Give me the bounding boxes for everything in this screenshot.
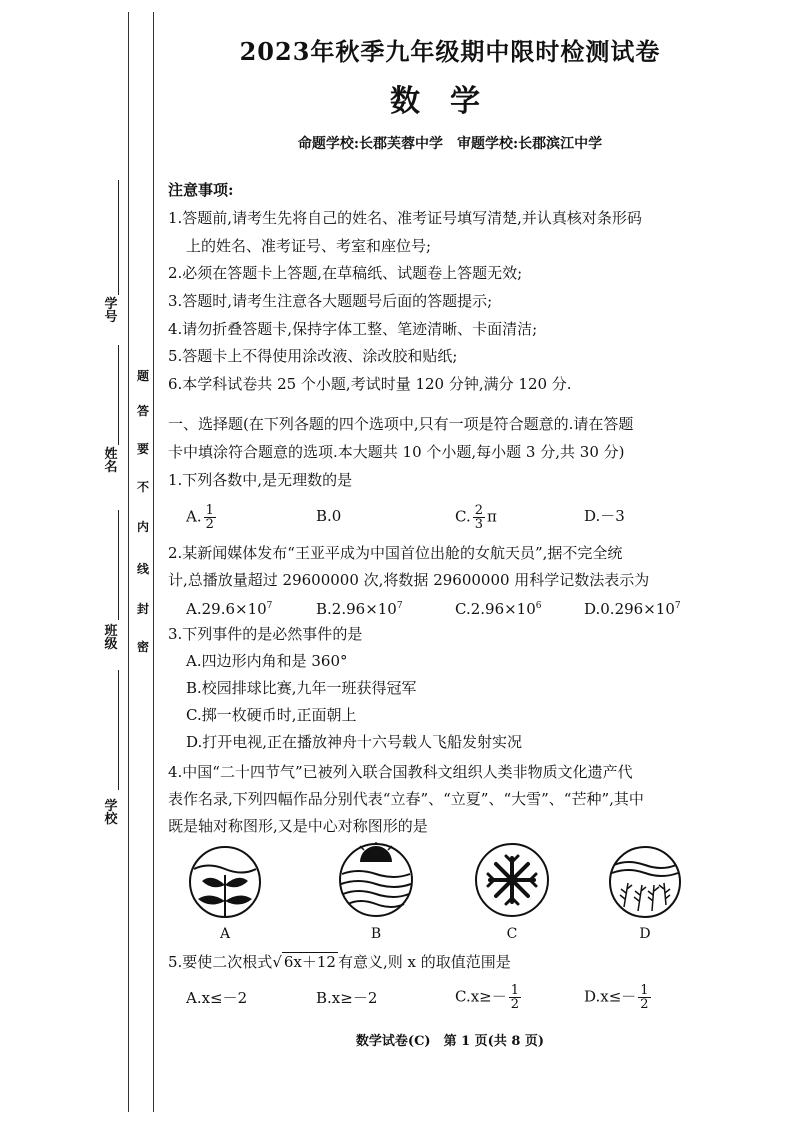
option-text: B.2.96×10 xyxy=(316,600,397,618)
numerator: 2 xyxy=(474,503,483,518)
field-class-label: 班 级 xyxy=(104,624,131,652)
exponent: 7 xyxy=(674,601,681,611)
numerator: 1 xyxy=(510,983,520,998)
seal-char: 内 xyxy=(136,520,149,534)
q4-stem: 4.中国“二十四节气”已被列入联合国教科文组织人类非物质文化遗产代 xyxy=(168,763,633,781)
notice-item: 4.请勿折叠答题卡,保持字体工整、笔迹清晰、卡面清洁; xyxy=(168,320,538,338)
option-letter: A. xyxy=(186,507,202,526)
figure-label: C xyxy=(506,926,518,942)
seal-char: 线 xyxy=(136,562,149,576)
q5-option-d[interactable] xyxy=(584,984,653,1011)
option-text: C.x≥－ xyxy=(455,987,507,1006)
seal-char: 题 xyxy=(136,369,149,383)
radicand: 6x＋12 xyxy=(283,953,336,971)
q2-stem: 2.某新闻媒体发布“王亚平成为中国首位出舱的女航天员”,据不完全统 xyxy=(168,544,623,562)
q5-option-c[interactable] xyxy=(455,984,523,1011)
q2-stem: 计,总播放量超过 29600000 次,将数据 29600000 用科学记数法表示为 xyxy=(168,571,650,589)
pi-symbol: π xyxy=(487,507,497,526)
notice-item: 5.答题卡上不得使用涂改液、涂改胶和贴纸; xyxy=(168,347,458,365)
q1-option-b[interactable]: B.0 xyxy=(316,507,342,525)
notice-item: 2.必须在答题卡上答题,在草稿纸、试题卷上答题无效; xyxy=(168,264,523,282)
figure-a-spring-sprout[interactable] xyxy=(188,845,262,919)
exam-subject: 数学 xyxy=(390,84,510,119)
exponent: 7 xyxy=(396,601,403,611)
numerator: 1 xyxy=(640,983,649,998)
seal-char: 不 xyxy=(136,480,149,494)
option-text: C.2.96×10 xyxy=(455,600,536,618)
q4-stem: 表作名录,下列四幅作品分别代表“立春”、“立夏”、“大雪”、“芒种”,其中 xyxy=(168,790,644,808)
q3-stem: 3.下列事件的是必然事件的是 xyxy=(168,625,363,643)
q1-option-a[interactable] xyxy=(186,504,218,531)
field-school-label: 学 校 xyxy=(104,799,131,827)
exam-schools: 命题学校:长郡芙蓉中学 审题学校:长郡滨江中学 xyxy=(297,136,603,152)
exam-title: 2023年秋季九年级期中限时检测试卷 xyxy=(239,37,661,66)
figure-b-summer-sun[interactable] xyxy=(338,842,414,918)
fraction xyxy=(473,504,485,531)
figure-d-grain-ears[interactable] xyxy=(608,845,682,919)
q2-option-d[interactable] xyxy=(584,596,681,619)
q3-option-b[interactable]: B.校园排球比赛,九年一班获得冠军 xyxy=(186,679,417,697)
q2-option-b[interactable] xyxy=(316,596,403,619)
q5-option-b[interactable]: B.x≥－2 xyxy=(316,989,378,1007)
notice-heading: 注意事项: xyxy=(168,181,234,199)
page-footer: 数学试卷(C) 第 1 页(共 8 页) xyxy=(355,1034,545,1049)
class-blank-line[interactable] xyxy=(118,510,119,620)
q3-option-d[interactable]: D.打开电视,正在播放神舟十六号载人飞船发射实况 xyxy=(186,733,523,751)
figure-label: B xyxy=(370,926,382,942)
q3-option-c[interactable]: C.掷一枚硬币时,正面朝上 xyxy=(186,706,357,724)
id-blank-line[interactable] xyxy=(118,180,119,295)
q3-option-a[interactable]: A.四边形内角和是 360° xyxy=(186,652,348,670)
name-blank-line[interactable] xyxy=(118,345,119,445)
seal-char: 答 xyxy=(136,404,149,418)
field-id-label: 学 号 xyxy=(104,297,131,325)
q2-option-a[interactable] xyxy=(186,596,272,619)
binding-line-inner xyxy=(153,12,154,1112)
denominator: 2 xyxy=(205,517,214,532)
figure-label: D xyxy=(639,926,651,942)
denominator: 2 xyxy=(510,997,520,1012)
section-instructions: 一、选择题(在下列各题的四个选项中,只有一项是符合题意的.请在答题 xyxy=(168,415,634,433)
binding-line-outer xyxy=(128,12,129,1112)
exponent: 7 xyxy=(266,601,273,611)
seal-char: 要 xyxy=(136,442,149,456)
numerator: 1 xyxy=(205,503,214,518)
fraction xyxy=(509,984,521,1011)
notice-item: 1.答题前,请考生先将自己的姓名、准考证号填写清楚,并认真核对条形码 xyxy=(168,209,642,227)
exponent: 6 xyxy=(535,601,542,611)
q2-option-c[interactable] xyxy=(455,596,542,619)
q5-stem: 5.要使二次根式√ 6x＋12 有意义,则 x 的取值范围是 xyxy=(168,953,511,971)
q5-option-a[interactable]: A.x≤－2 xyxy=(186,989,248,1007)
seal-char: 封 xyxy=(136,602,149,616)
fraction xyxy=(204,504,216,531)
notice-item: 3.答题时,请考生注意各大题题号后面的答题提示; xyxy=(168,292,493,310)
fraction xyxy=(638,984,650,1011)
option-letter: C. xyxy=(455,507,471,526)
denominator: 3 xyxy=(474,517,483,532)
option-text: D.0.296×10 xyxy=(584,600,675,618)
denominator: 2 xyxy=(640,997,649,1012)
q4-stem: 既是轴对称图形,又是中心对称图形的是 xyxy=(168,817,428,835)
q1-stem: 1.下列各数中,是无理数的是 xyxy=(168,471,353,489)
q1-option-d[interactable]: D.－3 xyxy=(584,507,625,525)
option-text: D.x≤－ xyxy=(584,987,637,1006)
notice-item: 上的姓名、准考证号、考室和座位号; xyxy=(186,237,432,255)
figure-c-snowflake[interactable] xyxy=(474,842,550,918)
seal-char: 密 xyxy=(136,640,149,654)
section-instructions: 卡中填涂符合题意的选项.本大题共 10 个小题,每小题 3 分,共 30 分) xyxy=(168,443,625,461)
notice-item: 6.本学科试卷共 25 个小题,考试时量 120 分钟,满分 120 分. xyxy=(168,375,572,393)
q5-stem-post: 有意义,则 x 的取值范围是 xyxy=(337,953,511,971)
figure-label: A xyxy=(219,926,231,942)
school-blank-line[interactable] xyxy=(118,670,119,790)
q1-option-c[interactable] xyxy=(455,504,497,531)
option-text: A.29.6×10 xyxy=(186,600,267,618)
field-name-label: 姓 名 xyxy=(104,447,131,475)
q5-stem-pre: 5.要使二次根式 xyxy=(168,953,273,971)
